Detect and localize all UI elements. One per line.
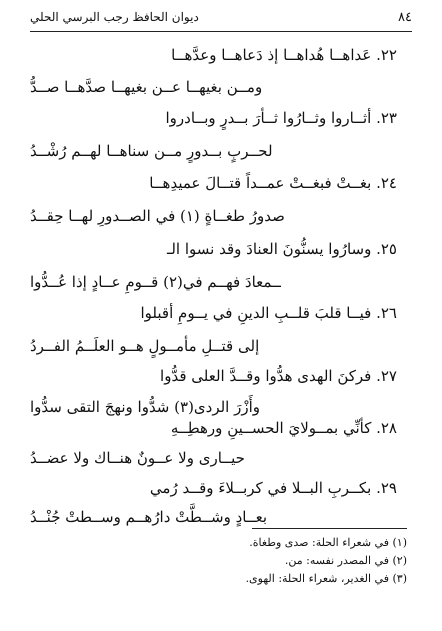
verse-25-first-half: ٢٥. وسارُوا يسنُّونَ العنادَ وقد نسوا الـ	[166, 240, 397, 258]
verse-27-first-half: ٢٧. فركنَ الهدى هدُّوا وقــدَّ العلى قدُّوا	[160, 367, 397, 385]
verse-28-first-half: ٢٨. كأنِّي بمــولايَ الحســينِ ورهطِــهِ	[170, 419, 397, 437]
footnote-3: (٣) في الغدير، شعراء الحلة: الهوى.	[245, 572, 407, 585]
verse-26-first-half: ٢٦. فيــا قلبَ قلــبِ الدينِ في يــومِ أقبلوا	[140, 304, 397, 322]
footnote-2: (٢) في المصدر نفسه: من.	[284, 554, 407, 567]
running-title: ديوان الحافظ رجب البرسي الحلي	[30, 10, 199, 24]
verse-25-second-half: ــمعادَ فهــم في(٢) قــومِ عــادٍ إذا عُــدُّوا	[30, 273, 281, 291]
verse-24-first-half: ٢٤. بغــتْ فبغــتْ عمــداً قتــالَ عميدِهــا	[149, 174, 397, 192]
verse-28-second-half: حيــارى ولا عــونٌ هنــاك ولا عضــدُ	[30, 449, 245, 467]
footnote-1: (١) في شعراء الحلة: صدى وطغاة.	[249, 536, 407, 549]
verse-26-second-half: إلى قتــلِ مأمــولٍ هــو العلَــمُ الفــردُ	[30, 337, 260, 355]
verse-22-first-half: ٢٢. عَداهــا هُداهــا إذ دَعاهــا وعدَّهــا	[171, 46, 397, 64]
verse-27-second-half: وأَزْرَ الردى(٣) شدُّوا ونهجَ التقى سدُّوا	[30, 398, 261, 416]
page-header	[30, 10, 412, 32]
verse-23-first-half: ٢٣. أثــاروا وثــارُوا ثــأرَ بــدرٍ وبــادروا	[165, 109, 397, 127]
page-number: ٨٤	[398, 10, 412, 25]
header-rule	[30, 31, 412, 32]
verse-24-second-half: صدورُ طغــاةٍ (١) في الصــدورِ لهــا حِقــدُ	[30, 207, 285, 225]
verse-29-first-half: ٢٩. بكــربِ البــلا في كربــلاءَ وقــد رُمي	[149, 479, 397, 497]
footnote-rule	[252, 528, 407, 529]
verse-22-second-half: ومــن بغيهــا عــن بغيهــا صدَّهــا صــدُّ	[30, 78, 263, 96]
verse-29-second-half: بعــادٍ وشــطَّتْ دارُهــم وســطتْ جُنْــدُ	[30, 508, 268, 526]
verse-23-second-half: لحــربٍ بــدورٍ مــن سناهــا لهــم رُشْــدُ	[30, 142, 273, 160]
